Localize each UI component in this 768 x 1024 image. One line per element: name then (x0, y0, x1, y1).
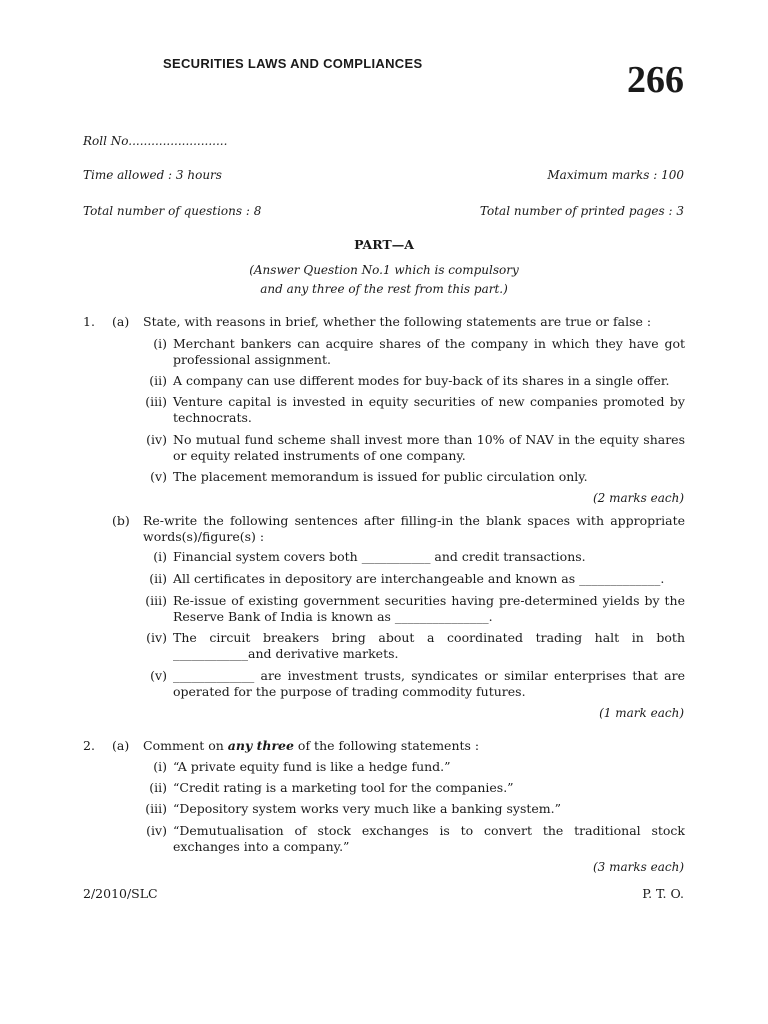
q2a-item-4-text: “Demutualisation of stock exchanges is to convert the traditional stock exchanges into a company.” (173, 823, 685, 854)
part-instructions (0, 261, 768, 299)
q1a-item-2-text: A company can use different modes for buy-back of its shares in a single offer. (173, 373, 670, 388)
question-2-number: 2. (83, 738, 95, 753)
q2a-item-3-text: “Depository system works very much like a banking system.” (173, 801, 562, 816)
instruction-line-1: (Answer Question No.1 which is compulsory (249, 263, 519, 277)
q2a-item-2-text: “Credit rating is a marketing tool for the companies.” (173, 780, 514, 795)
time-allowed: Time allowed : 3 hours (83, 168, 222, 182)
q1b-stem: Re-write the following sentences after filling-in the blank spaces with appropriate words(s)/figure(s) : (143, 513, 685, 544)
total-pages: Total number of printed pages : 3 (479, 204, 684, 218)
q1a-item-4-num: (iv) (146, 432, 167, 447)
q1b-item-2-text: All certificates in depository are interchangeable and known as _____________. (173, 571, 665, 586)
subject-title: SECURITIES LAWS AND COMPLIANCES (163, 56, 423, 71)
q1b-item-2-num: (ii) (149, 571, 167, 586)
q2a-item-2-num: (ii) (149, 780, 167, 795)
instruction-line-2: and any three of the rest from this part.) (260, 282, 508, 296)
q1a-item-3-text: Venture capital is invested in equity securities of new companies promoted by technocrats. (173, 394, 685, 425)
q2a-item-1-text: “A private equity fund is like a hedge fund.” (173, 759, 451, 774)
part-title: PART—A (354, 237, 414, 252)
q2a-stem (143, 738, 479, 754)
q1b-item-5-num: (v) (150, 668, 167, 683)
q1a-item-1-num: (i) (153, 336, 167, 351)
q1a-marks: (2 marks each) (592, 491, 684, 505)
q1a-item-1-text: Merchant bankers can acquire shares of the company in which they have got professional assignment. (173, 336, 685, 367)
q1a-item-3-num: (iii) (145, 394, 167, 409)
q1a-item-5-num: (v) (150, 469, 167, 484)
q1b-item-5-text: _____________ are investment trusts, syndicates or similar enterprises that are operated for the purpose of trading commodity futures. (173, 668, 685, 699)
q1b-item-4-text: The circuit breakers bring about a coordinated trading halt in both ____________and derivative markets. (173, 630, 685, 661)
total-questions: Total number of questions : 8 (83, 204, 262, 218)
question-1-number: 1. (83, 314, 95, 329)
footer-paper-code: 2/2010/SLC (83, 886, 158, 901)
q1b-item-3-text: Re-issue of existing government securities having pre-determined yields by the Reserve Bank of India is known as _______________. (173, 593, 685, 624)
q1a-label: (a) (112, 314, 130, 329)
q2a-stem-post: of the following statements : (293, 738, 480, 753)
maximum-marks: Maximum marks : 100 (547, 168, 684, 182)
q1b-label: (b) (112, 513, 130, 528)
q1a-item-2-num: (ii) (149, 373, 167, 388)
q1b-item-1-num: (i) (153, 549, 167, 564)
q2a-item-4-num: (iv) (146, 823, 167, 838)
q2a-item-1-num: (i) (153, 759, 167, 774)
q1b-item-3-num: (iii) (145, 593, 167, 608)
footer-pto: P. T. O. (642, 886, 684, 901)
q2a-item-3-num: (iii) (145, 801, 167, 816)
q2a-stem-emphasis: any three (227, 738, 294, 753)
q2a-label: (a) (112, 738, 130, 753)
q1b-item-1-text: Financial system covers both ___________ and credit transactions. (173, 549, 586, 564)
paper-code: 266 (627, 59, 684, 101)
q1a-stem: State, with reasons in brief, whether the following statements are true or false : (143, 314, 652, 329)
q2a-marks: (3 marks each) (592, 860, 684, 874)
q1b-marks: (1 mark each) (599, 706, 684, 720)
q1a-item-4-text: No mutual fund scheme shall invest more than 10% of NAV in the equity shares or equity related instruments of one company. (173, 432, 685, 463)
q1a-item-5-text: The placement memorandum is issued for public circulation only. (173, 469, 588, 484)
q2a-stem-pre: Comment on (143, 738, 228, 753)
q1b-item-4-num: (iv) (146, 630, 167, 645)
roll-no: Roll No.......................... (83, 134, 228, 148)
